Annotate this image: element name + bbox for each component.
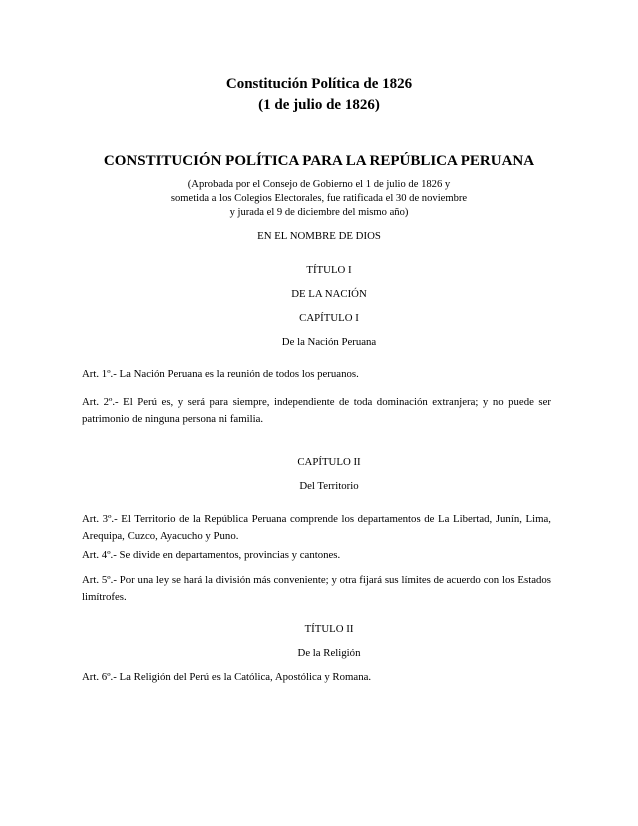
invocation: EN EL NOMBRE DE DIOS	[257, 230, 381, 242]
article-3: Art. 3º.- El Territorio de la República Peruana comprende los departamentos de La Libertad, Junín, Lima, Arequipa, Cuzco, Ayacucho y Puno.	[82, 513, 551, 542]
document-title: Constitución Política de 1826	[225, 76, 413, 92]
document-date: (1 de julio de 1826)	[258, 97, 380, 113]
article-1: Art. 1º.- La Nación Peruana es la reunión de todos los peruanos.	[82, 368, 359, 380]
constitution-heading: CONSTITUCIÓN POLÍTICA PARA LA REPÚBLICA PERUANA	[103, 153, 535, 169]
titulo-2-heading: TÍTULO II	[304, 623, 354, 635]
approval-note-line: sometida a los Colegios Electorales, fue ratificada el 30 de noviembre	[170, 193, 468, 204]
titulo-1-name: DE LA NACIÓN	[291, 288, 367, 300]
capitulo-1-name: De la Nación Peruana	[281, 336, 377, 348]
article-2: Art. 2º.- El Perú es, y será para siempre, independiente de toda dominación extranjera; y no puede ser patrimonio de ninguna persona ni familia.	[82, 396, 551, 425]
capitulo-1-heading: CAPÍTULO I	[299, 312, 359, 324]
approval-note-line: (Aprobada por el Consejo de Gobierno el 1 de julio de 1826 y	[187, 179, 451, 190]
capitulo-2-heading: CAPÍTULO II	[297, 456, 361, 468]
article-6: Art. 6º.- La Religión del Perú es la Católica, Apostólica y Romana.	[82, 671, 372, 683]
titulo-2-name: De la Religión	[297, 647, 361, 659]
article-4: Art. 4º.- Se divide en departamentos, provincias y cantones.	[82, 549, 341, 561]
approval-note-line: y jurada el 9 de diciembre del mismo año)	[229, 207, 409, 218]
article-5: Art. 5º.- Por una ley se hará la división más conveniente; y otra fijará sus límites de acuerdo con los Estados limítrofes.	[82, 574, 551, 603]
capitulo-2-name: Del Territorio	[299, 480, 359, 492]
titulo-1-heading: TÍTULO I	[306, 264, 352, 276]
